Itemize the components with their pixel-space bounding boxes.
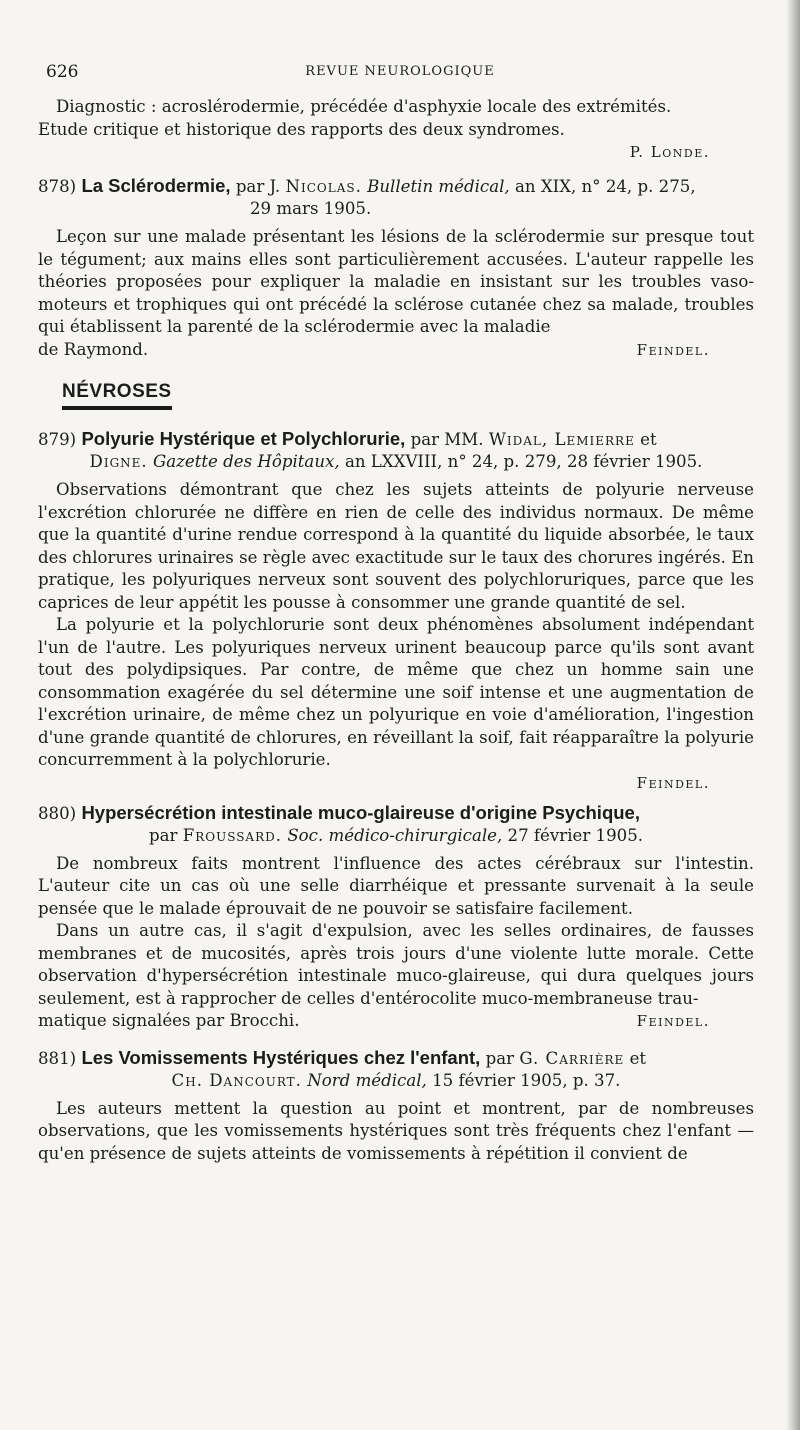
entry-880-signature: Feindel.	[636, 1012, 710, 1030]
entry-title: La Sclérodermie,	[81, 175, 231, 196]
page-header	[46, 62, 754, 84]
entry-by: par	[148, 825, 178, 845]
entry-879-signature: Feindel.	[636, 773, 710, 792]
entry-880-para-2: Dans un autre cas, il s'agit d'expulsion, avec les selles ordinaires, de fausses membranes et de mucosités, après trois jours d'une violente lutte morale. Cette observation d'hypersécrétion intestinale muco-glaireuse, qui dura quelques jours seulement, est à rapprocher de celles d'entérocolite muco-membraneuse trau-	[38, 921, 754, 1008]
entry-title: Les Vomissements Hystériques chez l'enfant,	[81, 1046, 481, 1068]
entry-journal: Bulletin médical,	[367, 177, 510, 196]
entry-details: 27 février 1905.	[507, 825, 644, 845]
entry-878-heading	[38, 175, 754, 220]
entry-by: par J.	[235, 177, 281, 196]
entry-and: et	[640, 430, 657, 449]
entry-author: G. Carrière	[519, 1048, 625, 1068]
entry-881-para-1: Les auteurs mettent la question au point et montrent, par de nombreuses observations, que les vomissements hystériques sont très fréquents chez l'enfant — qu'en présence de sujets atteints de vomissements à répétition il convient de	[38, 1098, 754, 1163]
entry-title: Polyurie Hystérique et Polychlorurie,	[81, 428, 406, 449]
entry-number: 878)	[38, 177, 77, 196]
entry-author: Nicolas.	[285, 177, 362, 196]
entry-author-2: Digne.	[89, 452, 148, 471]
entry-879-para-2: La polyurie et la polychlorurie sont deux phénomènes absolument indépendant l'un de l'autre. Les polyuriques nerveux urinent beaucoup parce qu'ils sont avant tout des polydipsiques. Par contre, de même que chez un homme sain une consommation exagérée du sel détermine une soif intense et une augmentation de l'excrétion urinaire, de même chez un polyurique en voie d'amélioration, l'ingestion d'une grande quantité de chlorures, en réveillant la soif, fait réapparaître la polyurie concurremment à la polychlorurie.	[38, 615, 754, 769]
intro-signature: P. Londe.	[629, 143, 710, 161]
entry-journal: Nord médical,	[307, 1070, 427, 1090]
entry-880-para-1: De nombreux faits montrent l'influence des actes cérébraux sur l'intestin. L'auteur cite un cas où une selle diarrhéique et pressante survenait à la seule pensée que le malade éprouvait de ne pouvoir se satisfaire facilement.	[38, 853, 754, 918]
entry-author: Froussard.	[182, 825, 283, 845]
entry-date: 29 mars 1905.	[250, 199, 372, 218]
entry-number: 880)	[38, 803, 77, 823]
entry-journal: Soc. médico-chirurgicale,	[287, 825, 503, 845]
entry-journal: Gazette des Hôpitaux,	[153, 452, 340, 471]
section-heading	[62, 381, 172, 410]
entry-title: Hypersécrétion intestinale muco-glaireuse d'origine Psychique,	[81, 801, 640, 823]
page-number: 626	[46, 62, 79, 82]
entry-881-heading	[38, 1047, 754, 1092]
entry-details: an LXXVIII, n° 24, p. 279, 28 février 1905.	[344, 452, 703, 471]
entry-authors: Widal, Lemierre	[488, 430, 635, 449]
entry-878-signature: Feindel.	[636, 340, 710, 359]
entry-details: 15 février 1905, p. 37.	[432, 1070, 621, 1090]
intro-line-2: Etude critique et historique des rapports des deux syndromes.	[38, 119, 565, 139]
entry-879-heading	[38, 428, 754, 473]
intro-line-1: Diagnostic : acroslérodermie, précédée d'asphyxie locale des extrémités.	[56, 97, 672, 116]
running-title: REVUE NEUROLOGIQUE	[305, 64, 495, 79]
entry-880-heading	[38, 802, 754, 847]
entry-author-2: Ch. Dancourt.	[171, 1070, 302, 1090]
page-edge-shadow	[786, 0, 800, 1430]
entry-880-para-2-last: matique signalées par Brocchi.	[38, 1011, 300, 1030]
page-content	[38, 96, 754, 1165]
entry-and: et	[629, 1048, 647, 1068]
section-title: NÉVROSES	[62, 381, 172, 402]
entry-by: par MM.	[410, 430, 484, 449]
entry-878-body: Leçon sur une malade présentant les lésions de la sclérodermie sur presque tout le tégument; aux mains elles sont particulièrement accusées. L'auteur rappelle les théories proposées pour expliquer la maladie en insistant sur les troubles vaso-moteurs et trophiques qui ont précédé la sclérose cutanée chez sa malade, troubles qui établissent la parenté de la sclérodermie avec la maladie	[38, 227, 754, 336]
entry-number: 879)	[38, 430, 77, 449]
entry-by: par	[485, 1048, 515, 1068]
entry-details: an XIX, n° 24, p. 275,	[514, 177, 696, 196]
entry-878-body-last: de Raymond.	[38, 339, 149, 359]
entry-879-para-1: Observations démontrant que chez les sujets atteints de polyurie nerveuse l'excrétion chlorurée ne diffère en rien de celle des individus normaux. De même que la quantité d'urine rendue correspond à la quantité du liquide absorbée, le taux des chlorures urinaires se règle avec exactitude sur le taux des chorures ingérés. En pratique, les polyuriques nerveux sont souvent des polychloruriques, parce que les caprices de leur appétit les pousse à consommer une grande quantité de sel.	[38, 480, 754, 612]
section-underline	[62, 406, 172, 410]
entry-number: 881)	[38, 1048, 77, 1068]
